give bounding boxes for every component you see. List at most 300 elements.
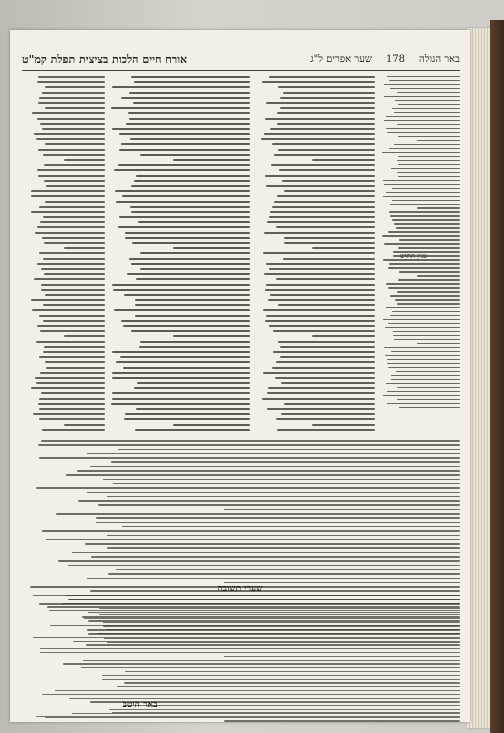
text-line (271, 164, 375, 166)
text-line (140, 252, 250, 254)
text-line (173, 335, 250, 337)
text-line (278, 341, 375, 343)
text-line (263, 252, 375, 254)
text-line (266, 315, 375, 317)
text-line (64, 159, 105, 161)
text-line (280, 346, 375, 348)
text-line (399, 271, 460, 272)
text-line (140, 268, 250, 270)
text-line (266, 185, 375, 187)
right-commentary-column (260, 76, 375, 434)
text-line (173, 424, 250, 426)
text-line (39, 252, 105, 254)
text-line (396, 371, 460, 372)
text-line (38, 76, 105, 78)
text-line (131, 330, 250, 332)
text-line (41, 289, 105, 291)
text-line (45, 86, 105, 88)
text-line (87, 453, 460, 455)
text-line (36, 382, 105, 384)
header-rule (22, 70, 460, 71)
text-line (114, 169, 250, 171)
text-line (36, 487, 460, 489)
text-line (41, 440, 461, 442)
text-line (277, 112, 375, 114)
text-line (106, 629, 460, 630)
text-line (224, 509, 461, 511)
text-line (397, 387, 460, 388)
text-line (32, 309, 105, 311)
text-line (47, 606, 460, 607)
text-line (284, 237, 375, 239)
text-line (262, 398, 375, 400)
text-line (55, 690, 460, 691)
text-line (390, 295, 460, 296)
text-line (397, 399, 460, 400)
text-line (394, 223, 460, 224)
text-line (273, 351, 375, 353)
text-line (389, 80, 460, 81)
text-line (35, 232, 105, 234)
text-line (262, 81, 375, 83)
text-line (64, 247, 105, 249)
text-line (129, 258, 250, 260)
text-line (118, 226, 250, 228)
text-line (69, 599, 460, 600)
text-line (123, 367, 250, 369)
text-line (112, 372, 250, 374)
text-line (138, 221, 250, 223)
text-line (173, 247, 250, 249)
text-line (134, 81, 250, 83)
text-line (45, 294, 105, 296)
text-line (392, 188, 460, 189)
text-line (112, 392, 250, 394)
text-line (384, 120, 460, 121)
text-line (417, 275, 460, 276)
text-line (116, 361, 250, 363)
text-line (383, 319, 460, 320)
text-line (41, 268, 105, 270)
text-line (417, 207, 460, 208)
text-line (122, 526, 460, 528)
text-line (122, 195, 250, 197)
text-line (283, 258, 375, 260)
text-line (135, 299, 250, 301)
section-left-label: באר הגולה (419, 53, 460, 65)
text-line (37, 263, 105, 265)
text-line (394, 112, 460, 113)
text-line (284, 190, 375, 192)
text-line (384, 96, 460, 97)
text-line (31, 190, 105, 192)
text-line (261, 138, 375, 140)
text-line (44, 242, 105, 244)
text-line (31, 387, 105, 389)
text-line (136, 278, 250, 280)
text-line (265, 320, 375, 322)
text-line (87, 492, 460, 494)
text-line (115, 190, 250, 192)
text-line (45, 201, 105, 203)
text-line (387, 359, 460, 360)
text-line (43, 216, 105, 218)
text-line (276, 418, 375, 420)
text-line (132, 242, 250, 244)
text-line (125, 237, 250, 239)
text-line (392, 219, 460, 220)
text-line (38, 102, 105, 104)
text-line (43, 258, 105, 260)
text-line (382, 152, 460, 153)
text-line (107, 535, 460, 537)
text-line (270, 211, 375, 213)
text-line (113, 483, 460, 485)
text-line (224, 720, 461, 721)
text-line (265, 175, 375, 177)
text-line (275, 377, 375, 379)
text-line (44, 180, 105, 182)
text-line (64, 424, 105, 426)
text-line (37, 169, 105, 171)
text-line (268, 387, 375, 389)
text-line (394, 144, 460, 145)
text-line (77, 470, 460, 472)
lower-section-title: באר היטב (122, 700, 158, 710)
text-line (417, 140, 460, 141)
text-line (224, 656, 461, 657)
text-line (274, 154, 375, 156)
text-line (121, 320, 250, 322)
text-line (99, 614, 460, 615)
text-line (398, 164, 460, 165)
text-line (270, 294, 375, 296)
text-line (399, 239, 460, 240)
text-line (116, 569, 460, 571)
text-line (398, 156, 460, 157)
text-line (103, 479, 460, 481)
text-line (134, 387, 250, 389)
text-line (128, 112, 250, 114)
book-page (10, 30, 470, 722)
text-line (398, 104, 460, 105)
text-line (398, 136, 460, 137)
text-line (35, 377, 105, 379)
text-line (385, 327, 460, 328)
text-line (118, 164, 250, 166)
text-line (131, 76, 250, 78)
text-line (42, 694, 460, 695)
text-line (284, 242, 375, 244)
text-line (73, 641, 460, 642)
text-line (46, 367, 105, 369)
text-line (135, 429, 250, 431)
text-line (41, 284, 105, 286)
text-line (388, 323, 460, 324)
text-line (32, 112, 105, 114)
text-line (125, 413, 250, 415)
text-line (72, 552, 460, 554)
text-line (388, 267, 460, 268)
text-line (386, 192, 460, 193)
text-line (90, 466, 460, 468)
text-line (264, 232, 375, 234)
section-right-label: שער אפרים ל"ג (310, 53, 372, 65)
text-line (40, 652, 460, 653)
text-line (120, 356, 250, 358)
text-line (44, 273, 105, 275)
text-line (278, 149, 375, 151)
text-line (87, 578, 460, 580)
text-line (113, 289, 250, 291)
text-line (112, 377, 251, 379)
text-line (40, 123, 105, 125)
text-line (112, 86, 250, 88)
text-line (387, 132, 460, 133)
text-line (38, 444, 460, 446)
text-line (395, 100, 460, 101)
text-line (390, 204, 460, 205)
text-line (112, 398, 250, 400)
text-line (277, 429, 375, 431)
text-line (398, 247, 460, 248)
text-line (131, 185, 250, 187)
text-line (387, 403, 460, 404)
text-line (397, 124, 460, 125)
text-line (40, 330, 105, 332)
text-line (39, 398, 105, 400)
text-line (38, 175, 105, 177)
text-line (97, 633, 460, 634)
text-line (386, 307, 460, 308)
text-line (58, 560, 460, 562)
text-line (266, 284, 375, 286)
text-line (399, 407, 460, 408)
text-line (387, 76, 460, 77)
text-line (388, 367, 460, 368)
text-line (383, 180, 460, 181)
text-line (62, 603, 460, 604)
text-line (41, 392, 105, 394)
text-line (278, 304, 375, 306)
text-line (83, 660, 460, 661)
text-line (124, 418, 250, 420)
text-line (269, 76, 375, 78)
text-line (397, 303, 460, 304)
text-line (264, 273, 375, 275)
text-line (386, 383, 460, 384)
text-line (269, 216, 375, 218)
text-line (107, 547, 460, 549)
text-line (126, 123, 250, 125)
text-line (43, 154, 105, 156)
text-line (37, 81, 105, 83)
text-line (116, 201, 250, 203)
text-line (119, 133, 250, 135)
text-line (390, 215, 460, 216)
text-line (384, 84, 460, 85)
text-line (37, 118, 105, 120)
text-line (386, 283, 460, 284)
text-line (108, 573, 460, 575)
text-line (272, 206, 375, 208)
text-line (43, 351, 105, 353)
text-line (397, 291, 460, 292)
text-line (395, 299, 460, 300)
text-line (267, 221, 375, 223)
text-line (392, 200, 460, 201)
text-line (383, 196, 460, 197)
text-line (384, 347, 460, 348)
text-line (44, 164, 105, 166)
text-line (384, 243, 460, 244)
text-line (42, 429, 105, 431)
text-line (98, 504, 460, 506)
text-line (64, 335, 105, 337)
text-line (133, 102, 250, 104)
text-line (391, 168, 460, 169)
text-line (390, 88, 460, 89)
text-line (135, 304, 250, 306)
text-line (283, 92, 375, 94)
text-line (38, 403, 105, 405)
text-line (137, 382, 250, 384)
main-text-column (110, 76, 250, 434)
text-line (42, 128, 105, 130)
text-line (45, 143, 105, 145)
text-line (49, 610, 460, 611)
text-line (91, 556, 460, 558)
text-line (263, 372, 375, 374)
text-line (387, 391, 460, 392)
text-line (396, 227, 460, 228)
text-line (33, 413, 105, 415)
text-line (96, 517, 460, 519)
margin-commentary-column (382, 76, 460, 411)
text-line (391, 375, 460, 376)
text-line (269, 325, 375, 327)
page-number: 178 (385, 53, 406, 65)
text-line (267, 392, 375, 394)
text-line (386, 116, 460, 117)
text-line (280, 107, 375, 109)
text-line (173, 159, 250, 161)
text-line (117, 686, 460, 687)
text-line (387, 363, 460, 364)
text-line (118, 449, 460, 451)
text-line (280, 97, 375, 99)
text-line (39, 457, 460, 459)
text-line (267, 408, 375, 410)
text-line (111, 403, 250, 405)
text-line (274, 201, 375, 203)
text-line (398, 279, 460, 280)
text-line (96, 522, 460, 524)
text-line (135, 315, 250, 317)
text-line (85, 543, 460, 545)
text-line (382, 235, 460, 236)
text-line (312, 424, 375, 426)
text-line (277, 195, 375, 197)
text-line (385, 355, 460, 356)
text-line (102, 675, 460, 676)
text-line (276, 278, 375, 280)
text-line (389, 211, 460, 212)
text-line (384, 184, 460, 185)
text-line (134, 180, 250, 182)
text-line (39, 408, 105, 410)
text-line (37, 226, 105, 228)
text-line (269, 268, 375, 270)
text-line (264, 133, 375, 135)
text-line (276, 361, 375, 363)
text-line (397, 172, 460, 173)
text-line (388, 287, 460, 288)
text-line (45, 361, 105, 363)
text-line (40, 372, 105, 374)
text-line (34, 278, 105, 280)
text-line (119, 216, 251, 218)
lower-section-text (30, 712, 460, 720)
text-line (39, 206, 105, 208)
text-line (40, 648, 460, 649)
text-line (312, 247, 375, 249)
text-line (393, 331, 460, 332)
text-line (103, 625, 460, 626)
text-line (43, 320, 105, 322)
text-line (386, 128, 460, 129)
text-line (281, 382, 375, 384)
text-line (398, 176, 460, 177)
text-line (273, 330, 375, 332)
text-line (139, 346, 250, 348)
text-line (383, 395, 460, 396)
text-line (279, 169, 375, 171)
text-line (39, 356, 105, 358)
text-line (36, 716, 460, 717)
text-line (36, 138, 105, 140)
middle-section-title: שערי תשובה (217, 584, 263, 594)
margin-label: ענין החוש (400, 252, 427, 260)
text-line (277, 123, 375, 125)
text-line (46, 185, 105, 187)
text-line (121, 97, 250, 99)
text-line (121, 143, 250, 145)
text-line (282, 180, 375, 182)
text-line (129, 92, 250, 94)
text-line (63, 663, 460, 664)
text-line (43, 304, 105, 306)
text-line (278, 86, 375, 88)
text-line (42, 237, 105, 239)
text-line (36, 341, 105, 343)
text-line (84, 618, 460, 619)
text-line (44, 346, 105, 348)
text-line (31, 195, 106, 197)
text-line (284, 403, 375, 405)
text-line (34, 133, 105, 135)
text-line (125, 232, 250, 234)
text-line (46, 539, 460, 541)
text-line (129, 118, 250, 120)
text-line (124, 682, 460, 683)
text-line (86, 644, 460, 645)
text-line (272, 143, 375, 145)
text-line (102, 679, 460, 680)
text-line (38, 149, 105, 151)
text-line (45, 107, 105, 109)
text-line (388, 231, 460, 232)
